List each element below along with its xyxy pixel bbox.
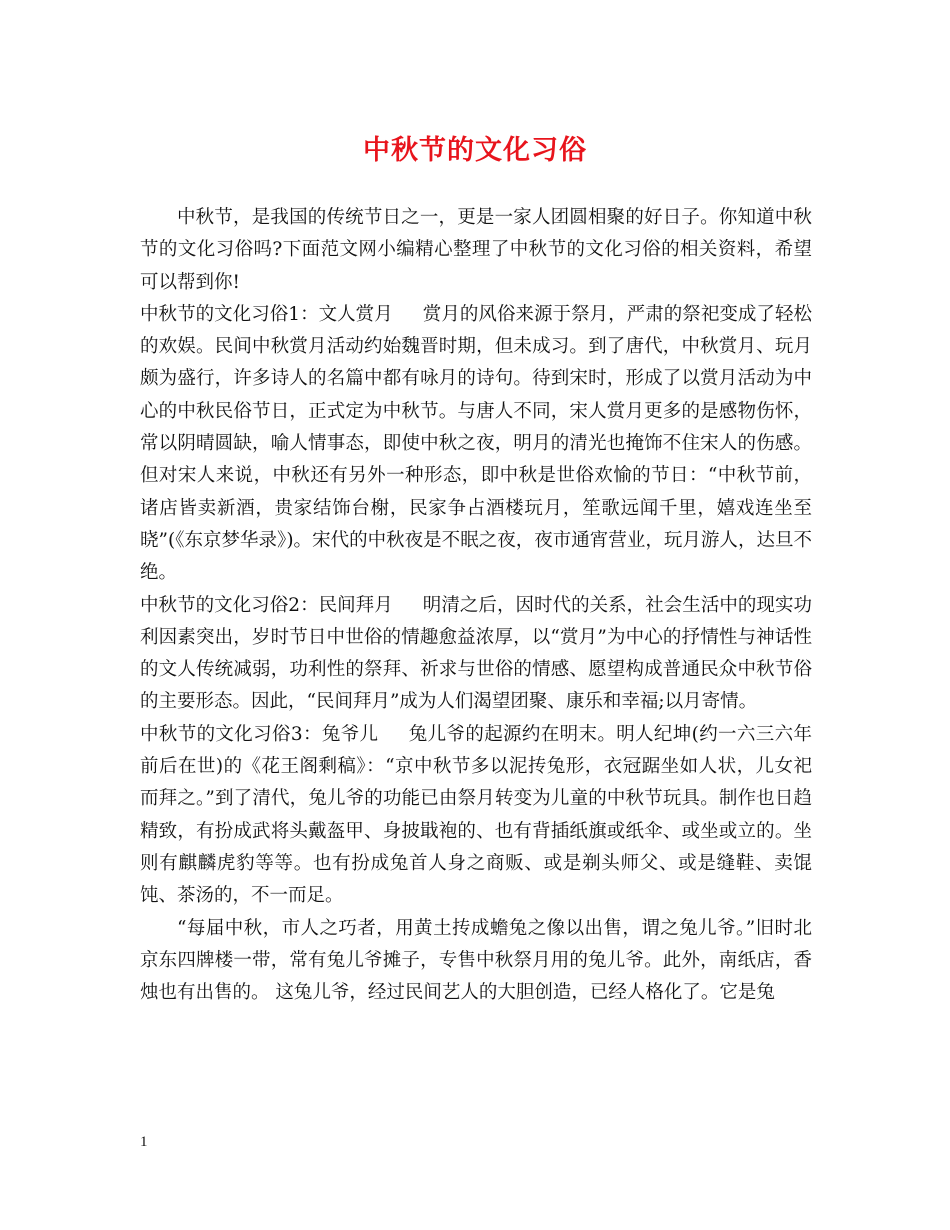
section-3-paragraph [140, 719, 812, 913]
section-2-paragraph [140, 590, 812, 719]
section-3-heading: 中秋节的文化习俗3：兔爷儿 [140, 723, 379, 745]
closing-paragraph: “每届中秋，市人之巧者，用黄土抟成蟾兔之像以出售，谓之兔儿爷。”旧时北京东四牌楼一带，常有兔儿爷摊子，专售中秋祭月用的兔儿爷。此外，南纸店，香烛也有出售的。 这兔儿爷，经过民间艺人的大胆创造，已经人格化了。它是兔 [140, 917, 812, 1004]
section-1-body: 赏月的风俗来源于祭月，严肃的祭祀变成了轻松的欢娱。民间中秋赏月活动约始魏晋时期，但未成习。到了唐代，中秋赏月、玩月颇为盛行，许多诗人的名篇中都有咏月的诗句。待到宋时，形成了以赏月活动为中心的中秋民俗节日，正式定为中秋节。与唐人不同，宋人赏月更多的是感物伤怀，常以阴晴圆缺，喻人情事态，即使中秋之夜，明月的清光也掩饰不住宋人的伤感。但对宋人来说，中秋还有另外一种形态，即中秋是世俗欢愉的节日：“中秋节前，诸店皆卖新酒，贵家结饰台榭，民家争占酒楼玩月，笙歌远闻千里，嬉戏连坐至晓”(《东京梦华录》)。宋代的中秋夜是不眠之夜，夜市通宵营业，玩月游人，达旦不绝。 [140, 303, 812, 584]
section-2-heading: 中秋节的文化习俗2：民间拜月 [140, 594, 393, 616]
document-body [140, 202, 812, 1009]
section-2-body: 明清之后，因时代的关系，社会生活中的现实功利因素突出，岁时节日中世俗的情趣愈益浓厚，以“赏月”为中心的抒情性与神话性的文人传统减弱，功利性的祭拜、祈求与世俗的情感、愿望构成普通民众中秋节俗的主要形态。因此，“民间拜月”成为人们渴望团聚、康乐和幸福;以月寄情。 [140, 594, 812, 713]
document-title: 中秋节的文化习俗 [363, 135, 587, 166]
section-1-heading: 中秋节的文化习俗1：文人赏月 [140, 303, 393, 325]
section-3-body: 兔儿爷的起源约在明末。明人纪坤(约一六三六年前后在世)的《花王阁剩稿》：“京中秋节多以泥抟兔形，衣冠踞坐如人状，儿女祀而拜之。”到了清代，兔儿爷的功能已由祭月转变为儿童的中秋节玩具。制作也日趋精致，有扮成武将头戴盔甲、身披戢袍的、也有背插纸旗或纸伞、或坐或立的。坐则有麒麟虎豹等等。也有扮成兔首人身之商贩、或是剃头师父、或是缝鞋、卖馄饨、茶汤的，不一而足。 [140, 723, 812, 907]
section-1-paragraph [140, 299, 812, 590]
intro-paragraph: 中秋节，是我国的传统节日之一，更是一家人团圆相聚的好日子。你知道中秋节的文化习俗吗?下面范文网小编精心整理了中秋节的文化习俗的相关资料，希望可以帮到你! [140, 207, 812, 293]
page-number: 1 [140, 1134, 148, 1150]
